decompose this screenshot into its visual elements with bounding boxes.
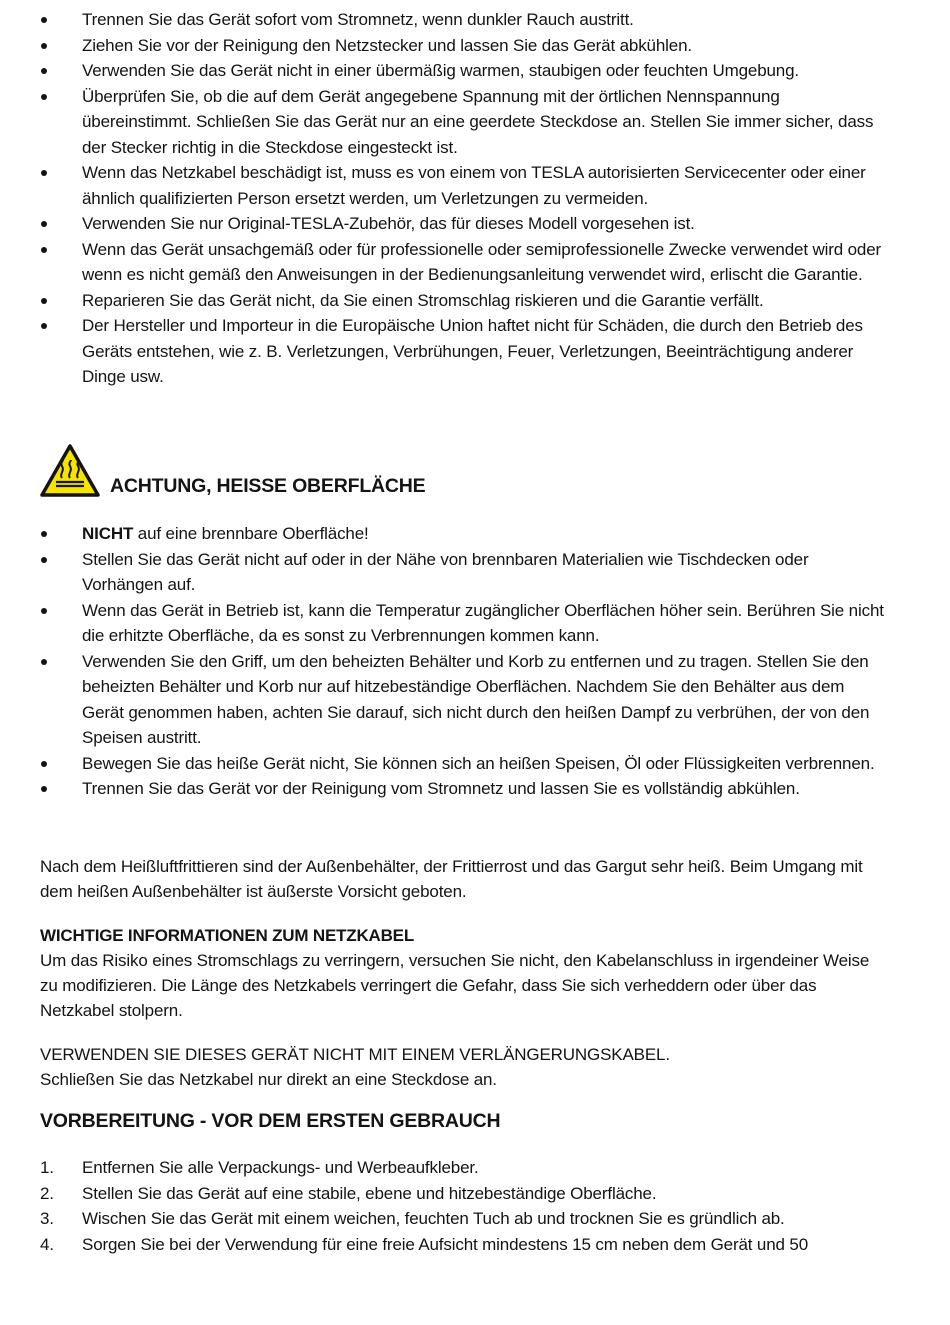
list-item-text: Verwenden Sie das Gerät nicht in einer übermäßig warmen, staubigen oder feuchten Umgebung. — [82, 61, 799, 80]
list-item-text: Reparieren Sie das Gerät nicht, da Sie einen Stromschlag riskieren und die Garantie verfällt. — [82, 290, 764, 310]
list-item — [0, 237, 950, 288]
step-text: Stellen Sie das Gerät auf eine stabile, ebene und hitzebeständige Oberfläche. — [82, 1183, 657, 1203]
list-item — [0, 84, 950, 161]
bullet-icon — [41, 659, 47, 665]
list-item — [0, 751, 950, 777]
step-item — [0, 1181, 950, 1207]
safety-instructions-list — [0, 7, 950, 390]
bullet-icon — [41, 68, 47, 74]
step-text: Entfernen Sie alle Verpackungs- und Werbeaufkleber. — [82, 1158, 479, 1177]
bullet-icon — [41, 323, 47, 329]
bullet-icon — [41, 94, 47, 100]
list-item — [0, 521, 950, 547]
step-number: 1. — [40, 1158, 54, 1177]
bullet-icon — [41, 17, 47, 23]
power-cord-text: Um das Risiko eines Stromschlags zu verringern, versuchen Sie nicht, den Kabelanschluss in irgendeiner Weise zu modifizieren. Die Länge des Netzkabels verringert die Gefahr, dass Sie sich verheddern oder über das Netzkabel stolpern. — [40, 951, 870, 1020]
extension-cord-line-2: Schließen Sie das Netzkabel nur direkt an eine Steckdose an. — [40, 1070, 497, 1089]
list-item-text: Verwenden Sie den Griff, um den beheizten Behälter und Korb zu entfernen und zu tragen. Stellen Sie den beheizten Behälter und Korb nur auf hitzebeständige Oberflächen. Nachdem Sie den Behälter aus dem Gerät genommen haben, achten Sie darauf, sich nicht durch den heißen Dampf zu verbrühen, der von den Speisen austritt. — [82, 651, 870, 747]
section-heading: WICHTIGE INFORMATIONEN ZUM NETZKABEL — [40, 926, 415, 945]
list-item-text: Wenn das Gerät in Betrieb ist, kann die Temperatur zugänglicher Oberflächen höher sein. Berühren Sie nicht die erhitzte Oberfläche, da es sonst zu Verbrennungen kommen kann. — [82, 600, 884, 645]
bullet-icon — [41, 531, 47, 537]
preparation-title: VORBEREITUNG - VOR DEM ERSTEN GEBRAUCH — [40, 1110, 501, 1132]
preparation-steps — [0, 1155, 950, 1257]
list-item — [0, 288, 950, 314]
list-item — [0, 58, 950, 84]
power-cord-section — [40, 923, 890, 1023]
emphasis-text: NICHT — [82, 524, 134, 543]
list-item — [0, 776, 950, 802]
list-item-text: Überprüfen Sie, ob die auf dem Gerät angegebene Spannung mit der örtlichen Nennspannung übereinstimmt. Schließen Sie das Gerät nur an eine geerdete Steckdose an. Stellen Sie immer sicher, dass der Stecker richtig in die Steckdose eingesteckt ist. — [82, 86, 874, 157]
hot-surface-warning — [40, 444, 740, 500]
bullet-icon — [41, 557, 47, 563]
list-item-text: Der Hersteller und Importeur in die Europäische Union haftet nicht für Schäden, die durch den Betrieb des Geräts entstehen, wie z. B. Verletzungen, Verbrühungen, Feuer, Verletzungen, Beeinträchtigung anderer Dinge usw. — [82, 316, 863, 386]
list-item-text: Trennen Sie das Gerät sofort vom Stromnetz, wenn dunkler Rauch austritt. — [82, 10, 634, 29]
step-number: 2. — [40, 1183, 54, 1203]
list-item — [0, 649, 950, 751]
list-item-text: Stellen Sie das Gerät nicht auf oder in der Nähe von brennbaren Materialien wie Tischdecken oder Vorhängen auf. — [82, 549, 809, 594]
step-number: 4. — [40, 1234, 54, 1254]
list-item-text: Wenn das Netzkabel beschädigt ist, muss es von einem von TESLA autorisierten Servicecenter oder einer ähnlich qualifizierten Person ersetzt werden, um Verletzungen zu vermeiden. — [82, 163, 866, 208]
bullet-icon — [41, 43, 47, 49]
list-item — [0, 211, 950, 237]
bullet-icon — [41, 247, 47, 253]
step-item — [0, 1232, 950, 1258]
bullet-icon — [41, 298, 47, 304]
after-frying-note: Nach dem Heißluftfrittieren sind der Außenbehälter, der Frittierrost und das Gargut sehr heiß. Beim Umgang mit dem heißen Außenbehälter ist äußerste Vorsicht geboten. — [40, 857, 863, 901]
list-item — [0, 7, 950, 33]
bullet-icon — [41, 221, 47, 227]
warning-title: ACHTUNG, HEISSE OBERFLÄCHE — [110, 475, 426, 497]
bullet-icon — [41, 608, 47, 614]
step-number: 3. — [40, 1209, 54, 1228]
bullet-icon — [41, 761, 47, 767]
list-item — [0, 160, 950, 211]
hot-surface-warning-icon — [40, 444, 100, 498]
bullet-icon — [41, 786, 47, 792]
step-text: Sorgen Sie bei der Verwendung für eine freie Aufsicht mindestens 15 cm neben dem Gerät und 50 — [82, 1234, 809, 1254]
step-item — [0, 1206, 950, 1232]
list-item-text: Wenn das Gerät unsachgemäß oder für professionelle oder semiprofessionelle Zwecke verwendet wird oder wenn es nicht gemäß den Anweisungen in der Bedienungsanleitung verwendet wird, erlischt die Garantie. — [82, 239, 882, 284]
list-item — [0, 313, 950, 390]
list-item-text: Bewegen Sie das heiße Gerät nicht, Sie können sich an heißen Speisen, Öl oder Flüssigkeiten verbrennen. — [82, 753, 875, 773]
extension-cord-warning — [40, 1042, 890, 1092]
list-item-text: auf eine brennbare Oberfläche! — [133, 524, 369, 543]
step-item — [0, 1155, 950, 1181]
hot-surface-list — [0, 521, 950, 802]
list-item-text: Ziehen Sie vor der Reinigung den Netzstecker und lassen Sie das Gerät abkühlen. — [82, 35, 692, 55]
bullet-icon — [41, 170, 47, 176]
extension-cord-line-1: VERWENDEN SIE DIESES GERÄT NICHT MIT EINEM VERLÄNGERUNGSKABEL. — [40, 1045, 670, 1064]
list-item — [0, 598, 950, 649]
step-text: Wischen Sie das Gerät mit einem weichen, feuchten Tuch ab und trocknen Sie es gründlich ab. — [82, 1209, 785, 1228]
list-item-text: Trennen Sie das Gerät vor der Reinigung vom Stromnetz und lassen Sie es vollständig abkühlen. — [82, 779, 800, 798]
list-item — [0, 547, 950, 598]
list-item — [0, 33, 950, 59]
list-item-text: Verwenden Sie nur Original-TESLA-Zubehör, das für dieses Modell vorgesehen ist. — [82, 214, 695, 233]
